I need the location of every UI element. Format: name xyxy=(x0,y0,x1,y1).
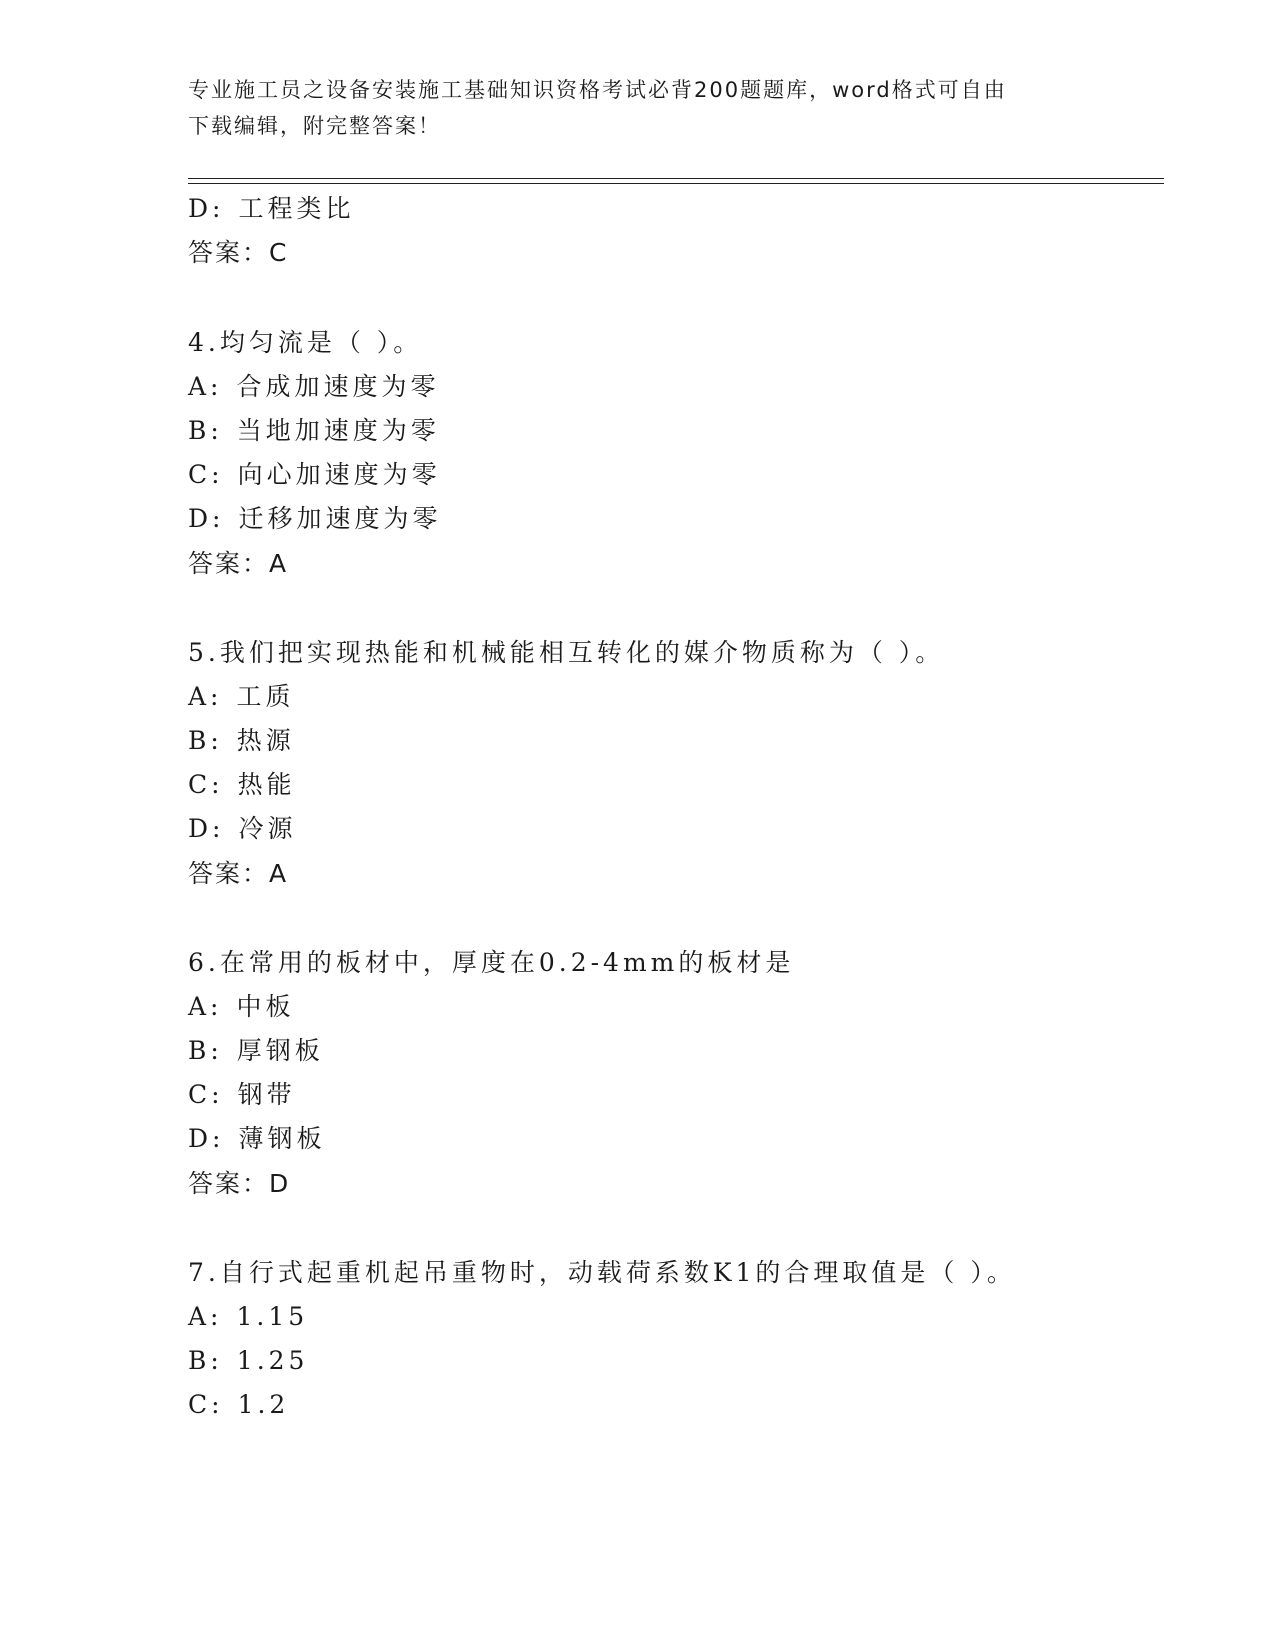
option-b-q7: B: 1.25 xyxy=(188,1346,309,1375)
option-d-q4: D: 迁移加速度为零 xyxy=(188,504,442,533)
header-line-1: 专业施工员之设备安装施工基础知识资格考试必背200题题库，word格式可自由 xyxy=(188,78,1007,102)
option-a-q5: A: 工质 xyxy=(188,682,295,711)
question-5: 5.我们把实现热能和机械能相互转化的媒介物质称为（ ）。 xyxy=(188,638,945,667)
answer-q4: 答案：A xyxy=(188,549,289,578)
answer-q6: 答案：D xyxy=(188,1169,291,1198)
question-6: 6.在常用的板材中，厚度在0.2-4mm的板材是 xyxy=(188,948,795,977)
option-c-q5: C: 热能 xyxy=(188,770,296,799)
option-c-q7: C: 1.2 xyxy=(188,1390,290,1419)
header-divider-bottom xyxy=(188,183,1164,184)
header-line-2: 下载编辑，附完整答案！ xyxy=(188,114,441,138)
option-d-q6: D: 薄钢板 xyxy=(188,1124,326,1153)
answer-q5: 答案：A xyxy=(188,859,289,888)
option-b-q6: B: 厚钢板 xyxy=(188,1036,324,1065)
option-b-q5: B: 热源 xyxy=(188,726,295,755)
option-d-q5: D: 冷源 xyxy=(188,814,297,843)
question-4: 4.均匀流是（ ）。 xyxy=(188,328,423,357)
option-a-q6: A: 中板 xyxy=(188,992,295,1021)
question-7: 7.自行式起重机起吊重物时，动载荷系数K1的合理取值是（ ）。 xyxy=(188,1258,1016,1287)
option-c-q4: C: 向心加速度为零 xyxy=(188,460,441,489)
option-c-q6: C: 钢带 xyxy=(188,1080,296,1109)
document-header xyxy=(188,72,1088,144)
answer-q3: 答案：C xyxy=(188,238,289,267)
option-d-q3: D: 工程类比 xyxy=(188,194,355,223)
header-divider-top xyxy=(188,178,1164,179)
option-a-q4: A: 合成加速度为零 xyxy=(188,372,440,401)
option-a-q7: A: 1.15 xyxy=(188,1302,309,1331)
option-b-q4: B: 当地加速度为零 xyxy=(188,416,440,445)
